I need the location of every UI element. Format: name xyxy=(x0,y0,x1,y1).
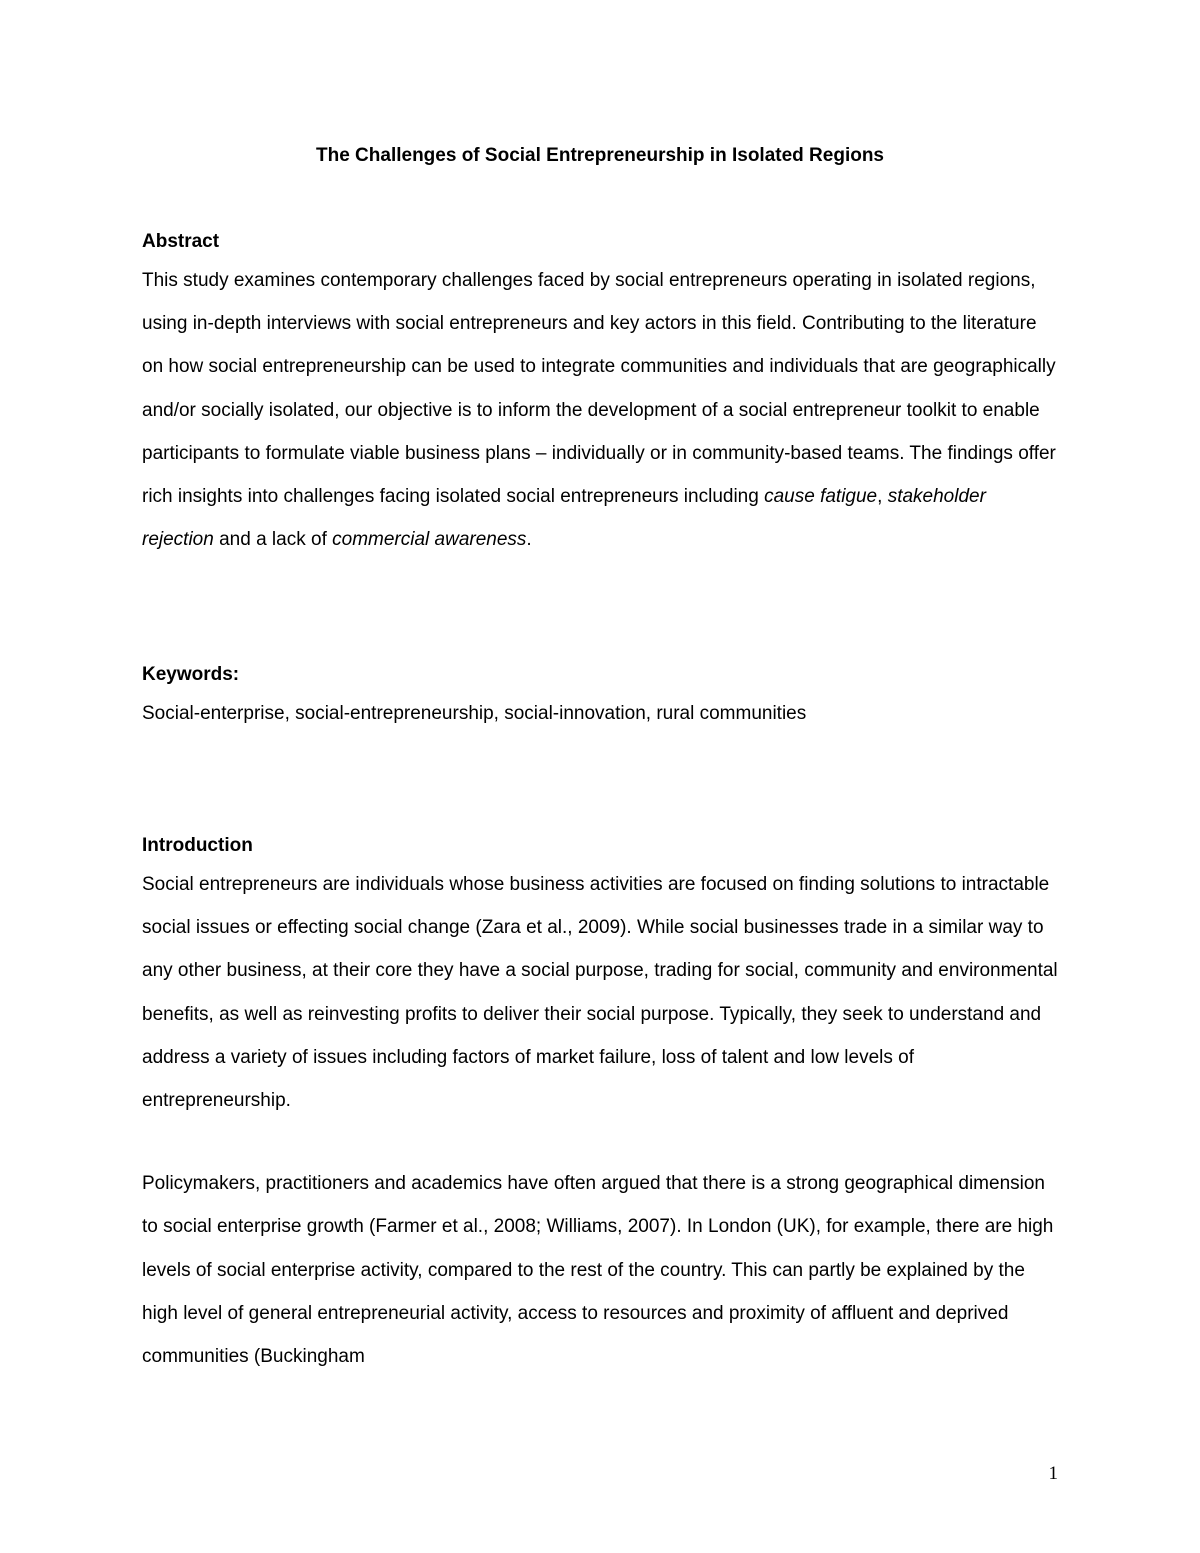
page-number: 1 xyxy=(1048,1463,1058,1484)
keywords-text: Social-enterprise, social-entrepreneurship, social-innovation, rural communities xyxy=(142,703,807,724)
abstract-text xyxy=(142,259,1062,561)
introduction-heading: Introduction xyxy=(142,835,253,856)
term-commercial-awareness: commercial awareness xyxy=(332,529,527,551)
abstract-end: . xyxy=(526,529,532,551)
paper-title: The Challenges of Social Entrepreneurship in Isolated Regions xyxy=(316,145,884,166)
abstract-section xyxy=(142,229,1062,561)
introduction-paragraph-1: Social entrepreneurs are individuals whose business activities are focused on finding solutions to intractable social issues or effecting social change (Zara et al., 2009). While social businesses trade in a similar way to any other business, at their core they have a social purpose, trading for social, community and environmental benefits, as well as reinvesting profits to deliver their social purpose. Typically, they seek to understand and address a variety of issues including factors of market failure, loss of talent and low levels of entrepreneurship. xyxy=(142,874,1058,1112)
introduction-section xyxy=(142,833,1062,1378)
abstract-separator-2: and a lack of xyxy=(213,529,333,551)
abstract-heading: Abstract xyxy=(142,231,220,252)
introduction-paragraph-2: Policymakers, practitioners and academics have often argued that there is a strong geographical dimension to social enterprise growth (Farmer et al., 2008; Williams, 2007). In London (UK), for example, there are high levels of social enterprise activity, compared to the rest of the country. This can partly be explained by the high level of general entrepreneurial activity, access to resources and proximity of affluent and deprived communities (Buckingham xyxy=(142,1173,1054,1368)
keywords-section xyxy=(142,662,1062,735)
abstract-body: This study examines contemporary challenges faced by social entrepreneurs operating in isolated regions, using in-depth interviews with social entrepreneurs and key actors in this field. Contributing to the literature on how social entrepreneurship can be used to integrate communities and individuals that are geographically and/or socially isolated, our objective is to inform the development of a social entrepreneur toolkit to enable participants to formulate viable business plans – individually or in community-based teams. The findings offer rich insights into challenges facing isolated social entrepreneurs including xyxy=(142,270,1056,508)
term-stakeholder-rejection: stakeholder rejection xyxy=(142,486,986,551)
abstract-separator-1: , xyxy=(877,486,888,508)
term-cause-fatigue: cause fatigue xyxy=(764,486,878,508)
keywords-heading: Keywords: xyxy=(142,664,240,685)
